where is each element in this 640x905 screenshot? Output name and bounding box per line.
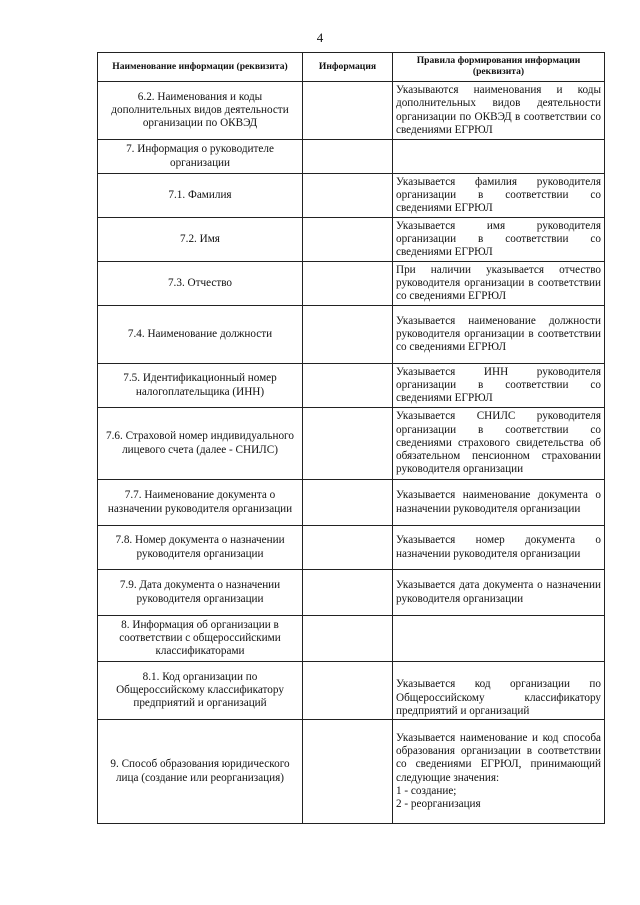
row-info[interactable] <box>303 82 393 140</box>
row-info[interactable] <box>303 174 393 218</box>
table-row <box>98 306 605 364</box>
row-info[interactable] <box>303 408 393 480</box>
row-rule: Указывается имя руководителя организации в соответствии со сведениями ЕГРЮЛ <box>393 218 605 262</box>
row-name: 7.8. Номер документа о назначении руководителя организации <box>98 526 303 570</box>
row-name: 9. Способ образования юридического лица (создание или реорганизация) <box>98 720 303 824</box>
row-rule: Указывается наименование документа о назначении руководителя организации <box>393 480 605 526</box>
row-name: 7.4. Наименование должности <box>98 306 303 364</box>
row-rule: Указывается наименование должности руководителя организации в соответствии со сведениями ЕГРЮЛ <box>393 306 605 364</box>
row-name: 7.9. Дата документа о назначении руководителя организации <box>98 570 303 616</box>
row-name: 7.2. Имя <box>98 218 303 262</box>
page-number: 4 <box>316 30 324 45</box>
row-info[interactable] <box>303 720 393 824</box>
header-name: Наименование информации (реквизита) <box>98 53 303 82</box>
table-row <box>98 174 605 218</box>
table-row <box>98 570 605 616</box>
row-name: 8.1. Код организации по Общероссийскому классификатору предприятий и организаций <box>98 662 303 720</box>
row-info[interactable] <box>303 364 393 408</box>
row-info[interactable] <box>303 662 393 720</box>
value-option: 2 - реорганизация <box>396 797 481 810</box>
row-rule <box>393 616 605 662</box>
row-name: 7.7. Наименование документа о назначении руководителя организации <box>98 480 303 526</box>
row-rule <box>393 140 605 174</box>
row-info[interactable] <box>303 218 393 262</box>
table-header-row <box>98 53 605 82</box>
row-name: 8. Информация об организации в соответствии с общероссийскими классификаторами <box>98 616 303 662</box>
row-info[interactable] <box>303 480 393 526</box>
row-info[interactable] <box>303 570 393 616</box>
table-row <box>98 140 605 174</box>
row-info[interactable] <box>303 616 393 662</box>
row-name: 7.3. Отчество <box>98 262 303 306</box>
row-name: 7.5. Идентификационный номер налогоплательщика (ИНН) <box>98 364 303 408</box>
table-row <box>98 408 605 480</box>
table-row <box>98 720 605 824</box>
header-info: Информация <box>303 53 393 82</box>
row-rule: Указывается фамилия руководителя организации в соответствии со сведениями ЕГРЮЛ <box>393 174 605 218</box>
row-name: 6.2. Наименования и коды дополнительных видов деятельности организации по ОКВЭД <box>98 82 303 140</box>
header-rule: Правила формирования информации (реквизита) <box>393 53 605 82</box>
row-rule: Указываются наименования и коды дополнительных видов деятельности организации по ОКВЭД в соответствии со сведениями ЕГРЮЛ <box>393 82 605 140</box>
table-row <box>98 364 605 408</box>
table-row <box>98 480 605 526</box>
row-name: 7.1. Фамилия <box>98 174 303 218</box>
row-rule-text: Указывается наименование и код способа образования организации в соответствии со сведениями ЕГРЮЛ, принимающий следующие значения: <box>396 731 601 784</box>
row-rule: Указывается дата документа о назначении руководителя организации <box>393 570 605 616</box>
table-row <box>98 218 605 262</box>
row-rule: Указывается номер документа о назначении руководителя организации <box>393 526 605 570</box>
row-rule <box>393 720 605 824</box>
row-info[interactable] <box>303 140 393 174</box>
row-rule: При наличии указывается отчество руководителя организации в соответствии со сведениями ЕГРЮЛ <box>393 262 605 306</box>
row-name: 7.6. Страховой номер индивидуального лицевого счета (далее - СНИЛС) <box>98 408 303 480</box>
row-rule: Указывается ИНН руководителя организации в соответствии со сведениями ЕГРЮЛ <box>393 364 605 408</box>
row-rule: Указывается код организации по Общероссийскому классификатору предприятий и организаций <box>393 662 605 720</box>
value-option: 1 - создание; <box>396 784 457 797</box>
row-name: 7. Информация о руководителе организации <box>98 140 303 174</box>
row-info[interactable] <box>303 306 393 364</box>
row-info[interactable] <box>303 526 393 570</box>
table-row <box>98 526 605 570</box>
requisites-table <box>97 52 605 824</box>
row-info[interactable] <box>303 262 393 306</box>
table-row <box>98 262 605 306</box>
table-row <box>98 82 605 140</box>
table-row <box>98 662 605 720</box>
table-row <box>98 616 605 662</box>
row-rule: Указывается СНИЛС руководителя организации в соответствии со сведениями страхового свидетельства об обязательном пенсионном страховании руководителя организации <box>393 408 605 480</box>
